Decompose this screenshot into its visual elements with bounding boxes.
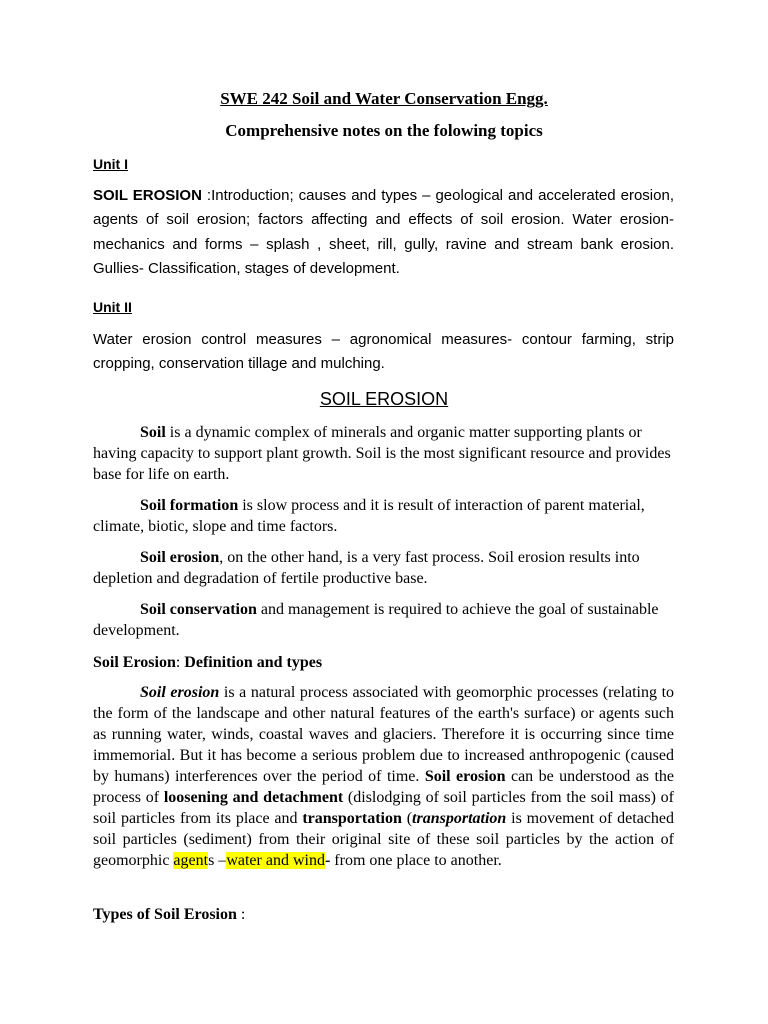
definition-bold-3: transportation	[302, 810, 402, 827]
unit-2-body: Water erosion control measures – agronomical measures- contour farming, strip cropping, conservation tillage and mulching.	[93, 331, 674, 373]
definition-text-3: (dislodging of soil particles from the soil mass) of soil particles from its place and	[93, 789, 675, 827]
definition-text-2: can be understood as the process of	[93, 768, 675, 806]
document-subtitle: Comprehensive notes on the folowing topics	[225, 121, 543, 140]
unit-1-text: :Introduction; causes and types – geological and accelerated erosion, agents of soil erosion; factors affecting and effects of soil erosion. Water erosion- mechanics and forms – splash , sheet, rill, gully, ravine and stream bank erosion. Gullies- Classification, stages of development.	[93, 187, 674, 277]
types-heading-main: Types of Soil Erosion	[93, 906, 237, 923]
definition-heading-main: Soil Erosion	[93, 654, 176, 671]
highlight-water-and-wind: water and wind	[226, 852, 325, 869]
definition-heading	[93, 652, 674, 673]
definition-text-1: is a natural process associated with geomorphic processes (relating to the form of the landscape and other natural features of the earth's surface) or agents such as running water, winds, coastal waves and glaciers. Therefore it is occurring since time immemorial. But it has become a serious problem due to increased anthropogenic (caused by humans) interferences over the period of time.	[93, 684, 675, 785]
unit-1-body	[93, 184, 674, 281]
definition-text-5: is movement of detached soil particles (sediment) from their original site of these soil particles by the action of geomorphic	[93, 810, 674, 869]
definition-text-4: (	[401, 810, 413, 827]
definition-bold-italic-1: transportation	[412, 810, 507, 827]
definition-heading-sub: Definition and types	[184, 654, 323, 671]
paragraph-soil	[93, 422, 674, 485]
paragraph-soil-conservation	[93, 599, 674, 641]
paragraph-soil-formation-text: is slow process and it is result of interaction of parent material, climate, biotic, slope and time factors.	[93, 497, 645, 535]
definition-bold-2: loosening and detachment	[163, 789, 344, 806]
paragraph-soil-formation	[93, 495, 674, 537]
paragraph-soil-text: is a dynamic complex of minerals and organic matter supporting plants or having capacity to support plant growth. Soil is the most significant resource and provides base for life on earth.	[93, 424, 671, 483]
definition-heading-sep: :	[175, 654, 185, 671]
types-heading	[93, 904, 674, 925]
definition-bold-4: -	[324, 852, 331, 869]
unit-1-lead: SOIL EROSION	[93, 187, 202, 204]
unit-1-heading: Unit I	[93, 156, 128, 172]
term-soil-formation: Soil formation	[140, 497, 239, 514]
paragraph-soil-conservation-text: and management is required to achieve the goal of sustainable development.	[93, 601, 659, 639]
term-soil-conservation: Soil conservation	[140, 601, 257, 618]
paragraph-definition	[93, 682, 674, 871]
highlight-agent: agent	[173, 852, 209, 869]
term-soil: Soil	[140, 424, 166, 441]
term-soil-erosion-italic: Soil erosion	[140, 684, 220, 701]
unit-2-heading: Unit II	[93, 299, 132, 315]
paragraph-soil-erosion-text: , on the other hand, is a very fast process. Soil erosion results into depletion and degradation of fertile productive base.	[93, 549, 640, 587]
definition-text-7: from one place to another.	[330, 852, 502, 869]
section-title: SOIL EROSION	[319, 389, 449, 409]
term-soil-erosion: Soil erosion	[140, 549, 220, 566]
types-heading-rest: :	[236, 906, 246, 923]
definition-bold-1: Soil erosion	[424, 768, 506, 785]
document-title: SWE 242 Soil and Water Conservation Engg.	[220, 89, 548, 108]
paragraph-soil-erosion	[93, 547, 674, 589]
definition-text-6: s –	[208, 852, 227, 869]
